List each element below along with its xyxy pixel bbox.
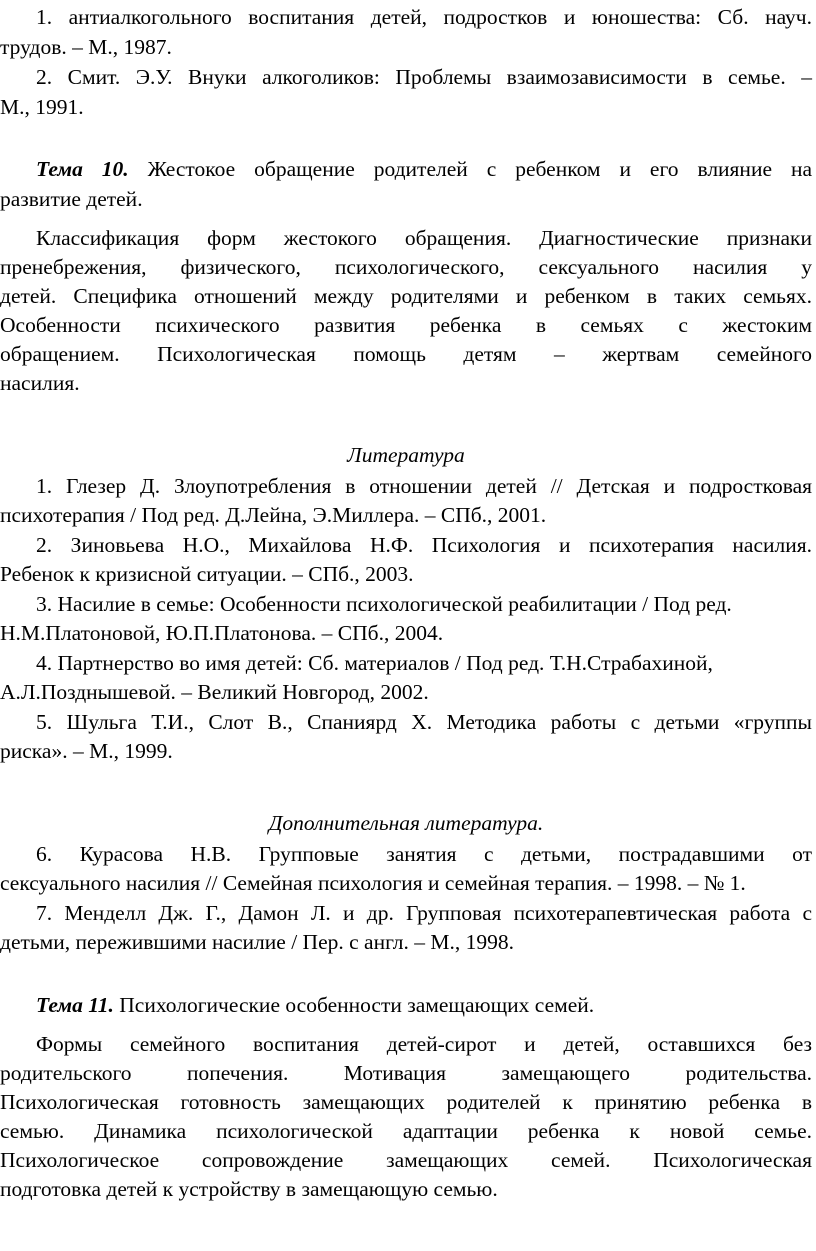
topic-10-desc-line: Классификация форм жестокого обращения. Диагностические признаки — [36, 226, 812, 250]
literature-line: 1. Глезер Д. Злоупотребления в отношении детей // Детская и подростковая — [36, 474, 812, 498]
topic-11-title — [0, 991, 812, 1019]
topic-10-title-text: Жестокое обращение родителей с ребенком и его влияние на — [128, 157, 812, 181]
literature-line: психотерапия / Под ред. Д.Лейна, Э.Миллера. – СПб., 2001. — [0, 503, 547, 527]
literature-line: Н.М.Платоновой, Ю.П.Платонова. – СПб., 2004. — [0, 621, 444, 645]
additional-literature-heading: Дополнительная литература. — [268, 811, 544, 835]
topic-10-label: Тема 10. — [36, 157, 129, 181]
topic-10-desc-line: Особенности психического развития ребенка в семьях с жестоким — [0, 313, 812, 337]
literature-line: А.Л.Позднышевой. – Великий Новгород, 2002. — [0, 680, 429, 704]
additional-literature-line: 6. Курасова Н.В. Групповые занятия с детьми, пострадавшими от — [36, 842, 812, 866]
prev-list-item-1-line-1: 1. антиалкогольного воспитания детей, подростков и юношества: Сб. науч. — [36, 5, 812, 29]
topic-10-title-line-2: развитие детей. — [0, 187, 143, 211]
topic-10-desc-line: пренебрежения, физического, психологического, сексуального насилия у — [0, 255, 812, 279]
additional-literature-line: 7. Менделл Дж. Г., Дамон Л. и др. Групповая психотерапевтическая работа с — [36, 901, 812, 925]
topic-11-desc-line: Психологическая готовность замещающих родителей к принятию ребенка в — [0, 1090, 812, 1114]
literature-line: риска». – М., 1999. — [0, 739, 173, 763]
prev-list-item-2-line-1: 2. Смит. Э.У. Внуки алкоголиков: Проблемы взаимозависимости в семье. – — [36, 65, 812, 89]
topic-10-desc-line: обращением. Психологическая помощь детям – жертвам семейного — [0, 342, 812, 366]
prev-list-item-1-line-2: трудов. – М., 1987. — [0, 35, 172, 59]
topic-10-desc-line: насилия. — [0, 371, 80, 395]
additional-literature-line: сексуального насилия // Семейная психология и семейная терапия. – 1998. – № 1. — [0, 871, 746, 895]
literature-line: Ребенок к кризисной ситуации. – СПб., 2003. — [0, 562, 414, 586]
topic-11-label: Тема 11. — [36, 993, 114, 1017]
topic-11-title-text: Психологические особенности замещающих семей. — [113, 993, 595, 1017]
topic-10-desc-line: детей. Специфика отношений между родителями и ребенком в таких семьях. — [0, 284, 812, 308]
literature-line: 2. Зиновьева Н.О., Михайлова Н.Ф. Психология и психотерапия насилия. — [36, 533, 812, 557]
literature-heading: Литература — [347, 443, 465, 467]
topic-11-desc-line: Психологическое сопровождение замещающих семей. Психологическая — [0, 1148, 812, 1172]
literature-line: 3. Насилие в семье: Особенности психологической реабилитации / Под ред. — [36, 592, 732, 616]
topic-11-desc-line: подготовка детей к устройству в замещающую семью. — [0, 1177, 498, 1201]
prev-list-item-2-line-2: М., 1991. — [0, 95, 84, 119]
literature-line: 4. Партнерство во имя детей: Сб. материалов / Под ред. Т.Н.Страбахиной, — [36, 651, 713, 675]
topic-10-title — [0, 155, 812, 183]
topic-11-desc-line: Формы семейного воспитания детей-сирот и детей, оставшихся без — [36, 1032, 812, 1056]
literature-line: 5. Шульга Т.И., Слот В., Спаниярд Х. Методика работы с детьми «группы — [36, 710, 812, 734]
topic-11-desc-line: родительского попечения. Мотивация замещающего родительства. — [0, 1061, 812, 1085]
additional-literature-line: детьми, пережившими насилие / Пер. с англ. – М., 1998. — [0, 930, 515, 954]
topic-11-desc-line: семью. Динамика психологической адаптации ребенка к новой семье. — [0, 1119, 812, 1143]
